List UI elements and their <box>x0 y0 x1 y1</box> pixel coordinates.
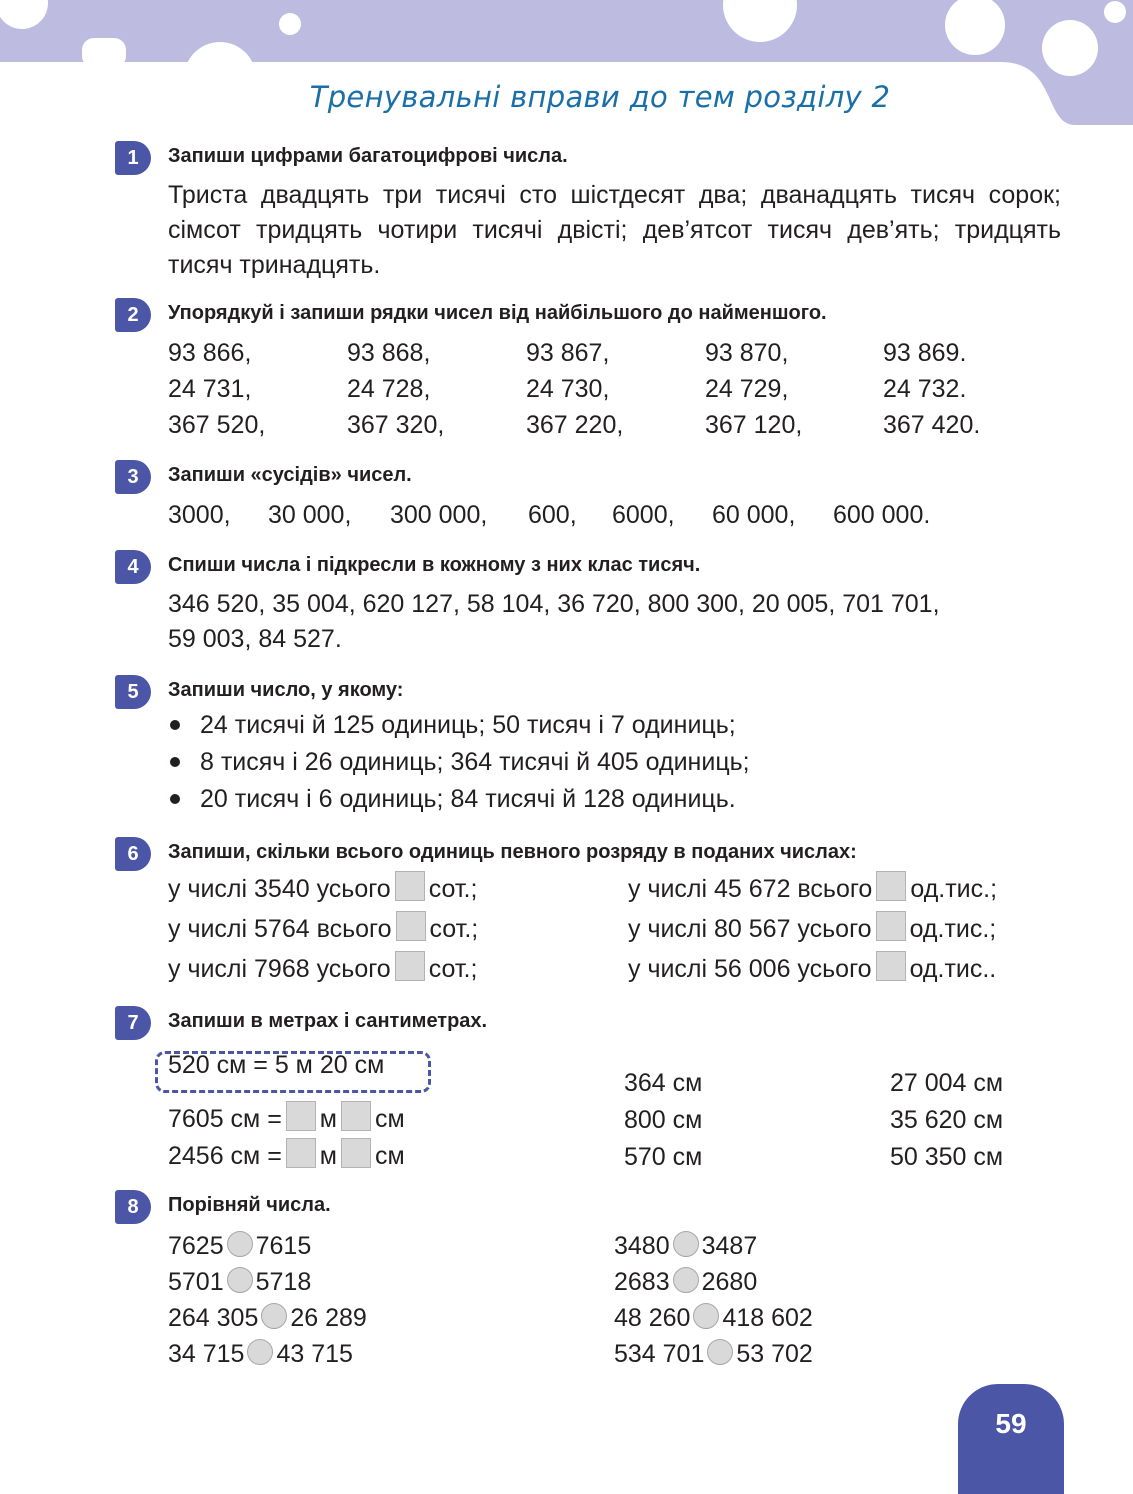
compare-row: 7625 7615 <box>168 1232 312 1260</box>
number-row: 24 731, 24 728, 24 730, 24 729, 24 732. <box>168 375 967 403</box>
exercise-heading: Порівняй числа. <box>168 1194 331 1216</box>
exercise-number: 1 <box>115 141 151 175</box>
exercise-text: Триста двадцять три тисячі сто шістдесят два; дванадцять тисяч сорок; сімсот тридцять чотири тисячі двісті; дев’ятсот тисяч дев’ять; тридцять тисяч тринадцять. <box>168 181 1061 279</box>
page-number: 59 <box>958 1384 1064 1494</box>
exercise-number: 8 <box>115 1190 151 1224</box>
answer-box[interactable] <box>395 951 425 981</box>
compare-circle[interactable] <box>227 1231 253 1257</box>
compare-circle[interactable] <box>707 1339 733 1365</box>
page-title: Тренувальні вправи до тем розділу 2 <box>309 80 891 114</box>
answer-box[interactable] <box>876 871 906 901</box>
compare-circle[interactable] <box>673 1231 699 1257</box>
bullet-icon <box>170 757 180 767</box>
bullet-icon <box>170 720 180 730</box>
count-row: у числі 3540 усього сот.; у числі 45 672 всього од.тис.; <box>168 871 1068 911</box>
number-list: 3000, 30 000, 300 000, 600, 6000, 60 000, 600 000. <box>168 501 931 529</box>
length-value: 27 004 см <box>890 1069 1004 1097</box>
length-value: 570 см <box>624 1143 703 1171</box>
answer-box[interactable] <box>876 951 906 981</box>
answer-box[interactable] <box>286 1101 316 1131</box>
compare-row: 534 701 53 702 <box>614 1340 813 1368</box>
exercise-heading: Упорядкуй і запиши рядки чисел від найбільшого до найменшого. <box>168 302 827 324</box>
number-row: 367 520, 367 320, 367 220, 367 120, 367 420. <box>168 411 981 439</box>
exercise-heading: Запиши, скільки всього одиниць певного розряду в поданих числах: <box>168 841 857 863</box>
compare-circle[interactable] <box>673 1267 699 1293</box>
compare-circle[interactable] <box>693 1303 719 1329</box>
exercise-number: 3 <box>115 460 151 494</box>
length-value: 364 см <box>624 1069 703 1097</box>
exercise-heading: Запиши число, у якому: <box>168 679 404 701</box>
compare-circle[interactable] <box>261 1303 287 1329</box>
example-equation: 520 см = 5 м 20 см <box>168 1051 385 1079</box>
bullet-item: 8 тисяч і 26 одиниць; 364 тисячі й 405 одиниць; <box>168 745 750 782</box>
number-line: 346 520, 35 004, 620 127, 58 104, 36 720, 800 300, 20 005, 701 701, <box>168 590 940 618</box>
compare-circle[interactable] <box>247 1339 273 1365</box>
answer-box[interactable] <box>876 911 906 941</box>
answer-box[interactable] <box>286 1138 316 1168</box>
conversion-row: 2456 см = м см <box>168 1138 1068 1175</box>
exercise-number: 2 <box>115 298 151 332</box>
compare-row: 3480 3487 <box>614 1232 758 1260</box>
exercise-number: 5 <box>115 675 151 709</box>
compare-row: 2683 2680 <box>614 1268 758 1296</box>
length-value: 50 350 см <box>890 1143 1004 1171</box>
exercise-heading: Спиши числа і підкресли в кожному з них клас тисяч. <box>168 554 701 576</box>
bullet-item: 20 тисяч і 6 одиниць; 84 тисячі й 128 одиниць. <box>168 782 750 819</box>
bullet-item: 24 тисячі й 125 одиниць; 50 тисяч і 7 одиниць; <box>168 708 750 745</box>
exercise-number: 6 <box>115 837 151 871</box>
exercise-heading: Запиши «сусідів» чисел. <box>168 464 412 486</box>
compare-circle[interactable] <box>227 1267 253 1293</box>
compare-row: 264 305 26 289 <box>168 1304 367 1332</box>
number-line: 59 003, 84 527. <box>168 625 342 653</box>
count-row: у числі 5764 всього сот.; у числі 80 567 усього од.тис.; <box>168 911 1068 951</box>
answer-box[interactable] <box>341 1138 371 1168</box>
compare-row: 5701 5718 <box>168 1268 312 1296</box>
compare-row: 48 260 418 602 <box>614 1304 813 1332</box>
bullet-icon <box>170 794 180 804</box>
count-row: у числі 7968 усього сот.; у числі 56 006 усього од.тис.. <box>168 951 1068 991</box>
exercise-heading: Запиши в метрах і сантиметрах. <box>168 1010 488 1032</box>
length-value: 800 см <box>624 1106 703 1134</box>
length-value: 35 620 см <box>890 1106 1004 1134</box>
conversion-row: 7605 см = м см <box>168 1101 1068 1138</box>
exercise-number: 7 <box>115 1006 151 1040</box>
exercise-number: 4 <box>115 550 151 584</box>
compare-row: 34 715 43 715 <box>168 1340 353 1368</box>
answer-box[interactable] <box>396 911 426 941</box>
exercise-heading: Запиши цифрами багатоцифрові числа. <box>168 145 568 167</box>
number-row: 93 866, 93 868, 93 867, 93 870, 93 869. <box>168 339 967 367</box>
answer-box[interactable] <box>395 871 425 901</box>
answer-box[interactable] <box>341 1101 371 1131</box>
